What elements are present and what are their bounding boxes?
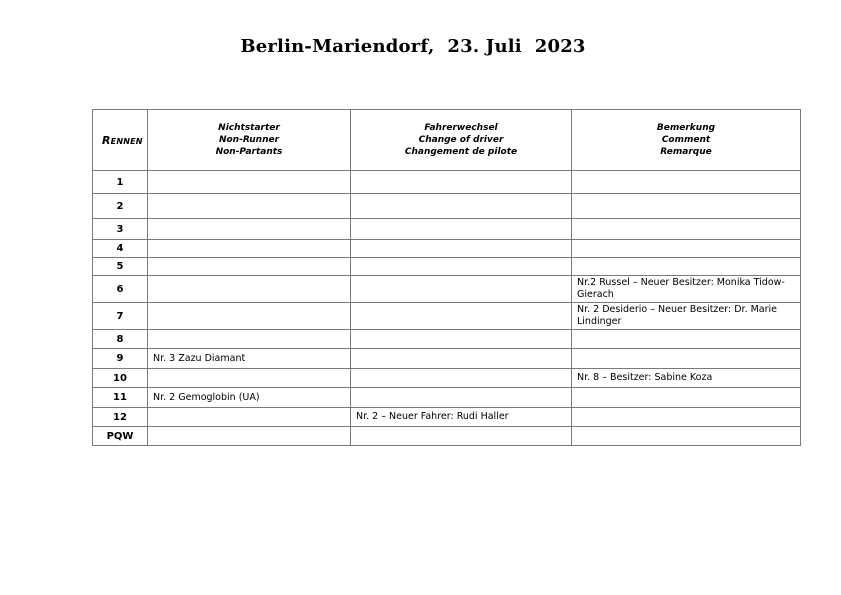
driver-change-cell [351,276,572,303]
table-row [93,349,801,369]
table-row [93,276,801,303]
race-changes-table [92,109,801,446]
page-title: Berlin-Mariendorf, 23. Juli 2023 [240,36,586,57]
table-row [93,240,801,258]
remark-cell: Nr. 8 – Besitzer: Sabine Koza [572,369,801,388]
non-runner-cell [148,303,351,330]
race-number: 5 [93,258,148,276]
non-runner-cell: Nr. 2 Gemoglobin (UA) [148,388,351,408]
header-driver-change-en: Change of driver [418,135,504,145]
race-number: 9 [93,349,148,369]
non-runner-cell [148,240,351,258]
header-non-runner-de: Nichtstarter [218,123,280,133]
remark-cell [572,240,801,258]
driver-change-cell [351,258,572,276]
driver-change-cell [351,171,572,194]
header-driver-change [351,110,572,171]
driver-change-cell [351,349,572,369]
remark-cell [572,427,801,446]
table-row [93,194,801,219]
non-runner-cell [148,258,351,276]
header-remark-en: Comment [661,135,711,145]
header-non-runner [148,110,351,171]
non-runner-cell: Nr. 3 Zazu Diamant [148,349,351,369]
header-driver-change-fr: Changement de pilote [404,147,518,157]
race-number: 4 [93,240,148,258]
header-remark-fr: Remarque [660,147,712,157]
non-runner-cell [148,171,351,194]
race-number: 1 [93,171,148,194]
non-runner-cell [148,408,351,427]
table-row [93,369,801,388]
table-row [93,171,801,194]
race-number: PQW [93,427,148,446]
remark-cell [572,388,801,408]
table-row [93,388,801,408]
remark-cell [572,349,801,369]
driver-change-cell [351,303,572,330]
header-race-label: Rennen [102,133,143,147]
race-number: 6 [93,276,148,303]
remark-cell [572,171,801,194]
header-driver-change-de: Fahrerwechsel [424,123,498,133]
race-number: 11 [93,388,148,408]
table-row [93,427,801,446]
header-remark [572,110,801,171]
non-runner-cell [148,330,351,349]
race-number: 12 [93,408,148,427]
driver-change-cell: Nr. 2 – Neuer Fahrer: Rudi Haller [351,408,572,427]
table-header-row [93,110,801,171]
race-number: 7 [93,303,148,330]
table-row [93,219,801,240]
remark-cell [572,330,801,349]
remark-cell [572,408,801,427]
non-runner-cell [148,194,351,219]
remark-cell [572,258,801,276]
non-runner-cell [148,276,351,303]
race-number: 3 [93,219,148,240]
driver-change-cell [351,427,572,446]
non-runner-cell [148,219,351,240]
header-race [93,110,148,171]
driver-change-cell [351,194,572,219]
header-non-runner-fr: Non-Partants [215,147,283,157]
non-runner-cell [148,427,351,446]
remark-cell: Nr. 2 Desiderio – Neuer Besitzer: Dr. Marie Lindinger [572,303,801,330]
header-non-runner-en: Non-Runner [218,135,280,145]
driver-change-cell [351,240,572,258]
table-row [93,303,801,330]
driver-change-cell [351,219,572,240]
race-number: 2 [93,194,148,219]
remark-cell [572,194,801,219]
race-number: 8 [93,330,148,349]
race-number: 10 [93,369,148,388]
driver-change-cell [351,369,572,388]
header-remark-de: Bemerkung [656,123,716,133]
remark-cell: Nr.2 Russel – Neuer Besitzer: Monika Tidow-Gierach [572,276,801,303]
table-row [93,408,801,427]
non-runner-cell [148,369,351,388]
table-row [93,258,801,276]
driver-change-cell [351,330,572,349]
table-row [93,330,801,349]
remark-cell [572,219,801,240]
driver-change-cell [351,388,572,408]
